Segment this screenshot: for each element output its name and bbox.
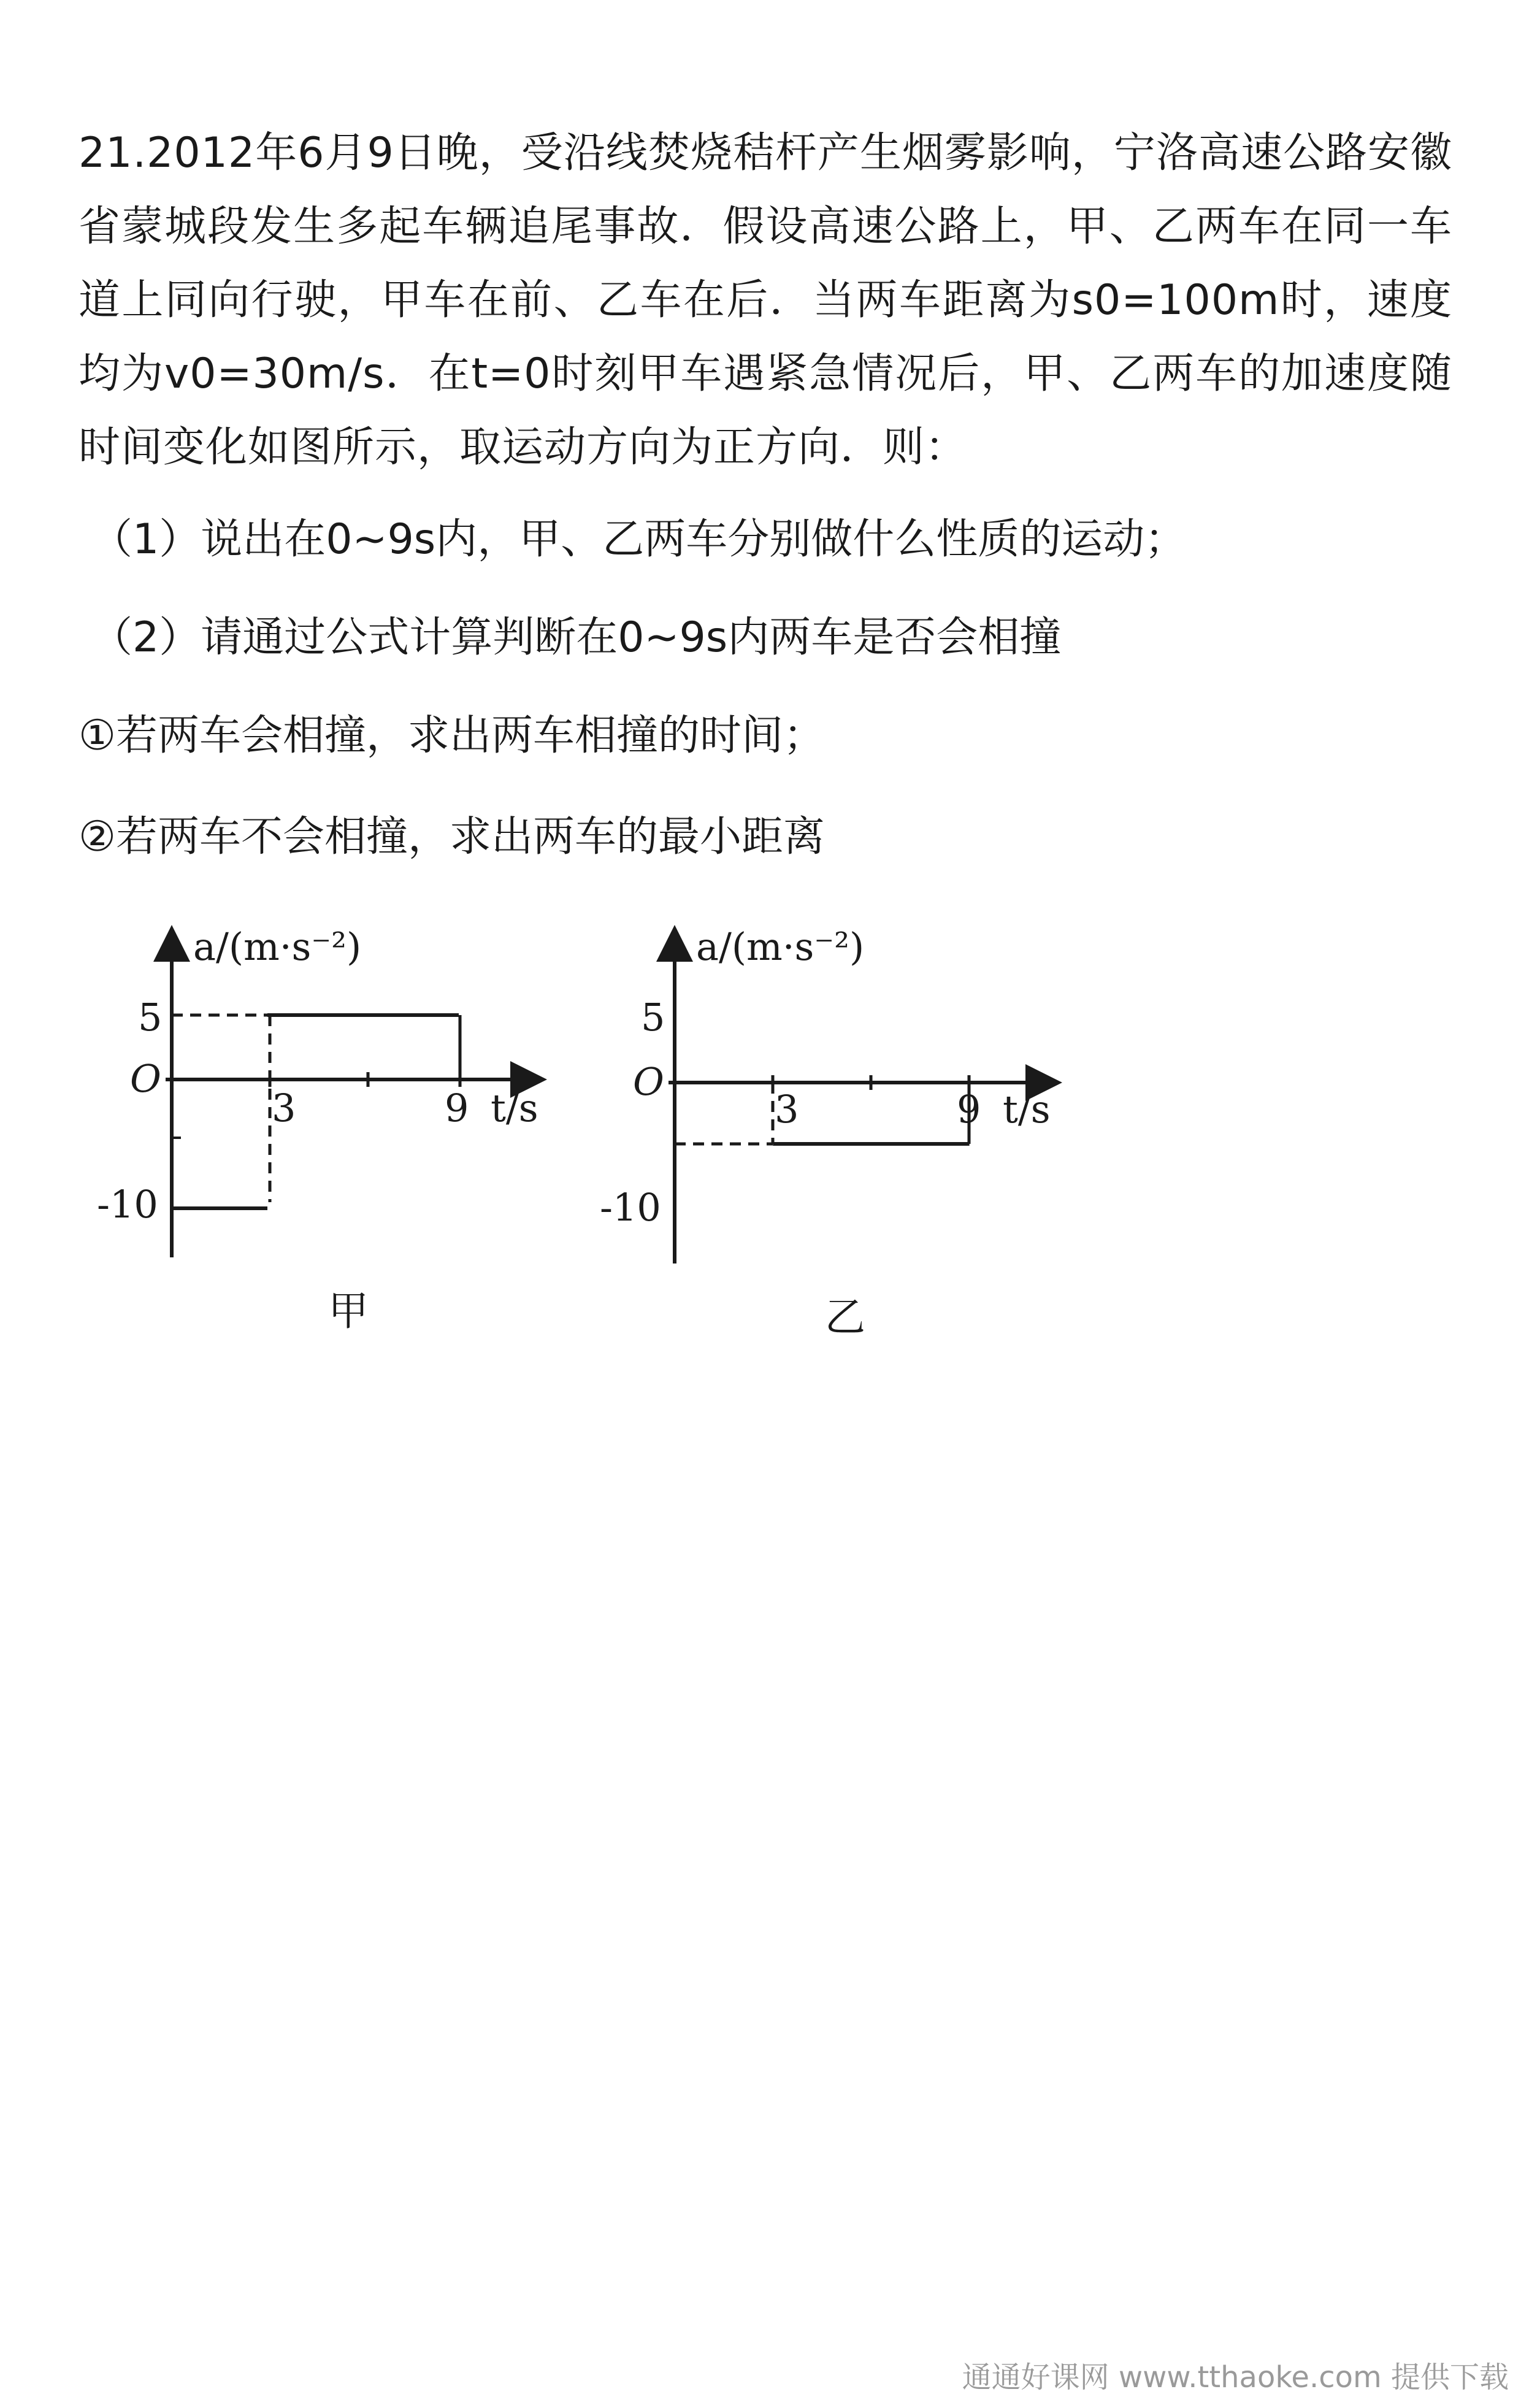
y-axis-label: a/(m·s⁻²) bbox=[696, 924, 865, 969]
origin-label: O bbox=[130, 1056, 161, 1101]
axis-ticks bbox=[172, 1072, 460, 1138]
y-tick-5: 5 bbox=[641, 995, 665, 1040]
x-tick-3: 3 bbox=[272, 1086, 296, 1130]
x-axis-label: t/s bbox=[1003, 1087, 1051, 1132]
question-2-case-no-collide: ②若两车不会相撞，求出两车的最小距离 bbox=[79, 813, 825, 861]
graph-yi bbox=[589, 908, 1079, 1349]
graph-caption: 甲 bbox=[328, 1287, 369, 1335]
y-axis-label: a/(m·s⁻²) bbox=[193, 924, 362, 969]
problem-statement: 21.2012年6月9日晚，受沿线焚烧秸杆产生烟雾影响，宁洛高速公路安徽省蒙城段发生多起车辆追尾事故．假设高速公路上，甲、乙两车在同一车道上同向行驶，甲车在前、乙车在后．当两车距离为s0=100m时，速度均为v0=30m/s．在t=0时刻甲车遇紧急情况后，甲、乙两车的加速度随时间变化如图所示，取运动方向为正方向．则： bbox=[79, 129, 1452, 472]
y-tick-neg10: -10 bbox=[600, 1185, 661, 1230]
question-2-case-collide: ①若两车会相撞，求出两车相撞的时间； bbox=[79, 711, 825, 760]
x-tick-9: 9 bbox=[445, 1086, 469, 1130]
guide-lines bbox=[675, 1083, 773, 1144]
x-axis-label: t/s bbox=[491, 1086, 538, 1130]
graph-caption: 乙 bbox=[825, 1294, 865, 1341]
x-tick-3: 3 bbox=[775, 1087, 799, 1132]
x-tick-9: 9 bbox=[957, 1087, 981, 1132]
guide-lines bbox=[172, 1015, 270, 1202]
question-2: （2）请通过公式计算判断在0~9s内两车是否会相撞 bbox=[91, 613, 1062, 662]
question-1: （1）说出在0~9s内，甲、乙两车分别做什么性质的运动； bbox=[91, 515, 1187, 564]
y-tick-neg10: -10 bbox=[97, 1182, 158, 1227]
y-tick-5: 5 bbox=[138, 995, 163, 1040]
graph-jia-svg bbox=[86, 908, 564, 1349]
graph-yi-svg bbox=[589, 908, 1079, 1349]
footer-watermark: 通通好课网 www.tthaoke.com 提供下载 bbox=[962, 2360, 1509, 2395]
graph-jia bbox=[86, 908, 564, 1349]
origin-label: O bbox=[633, 1059, 664, 1104]
